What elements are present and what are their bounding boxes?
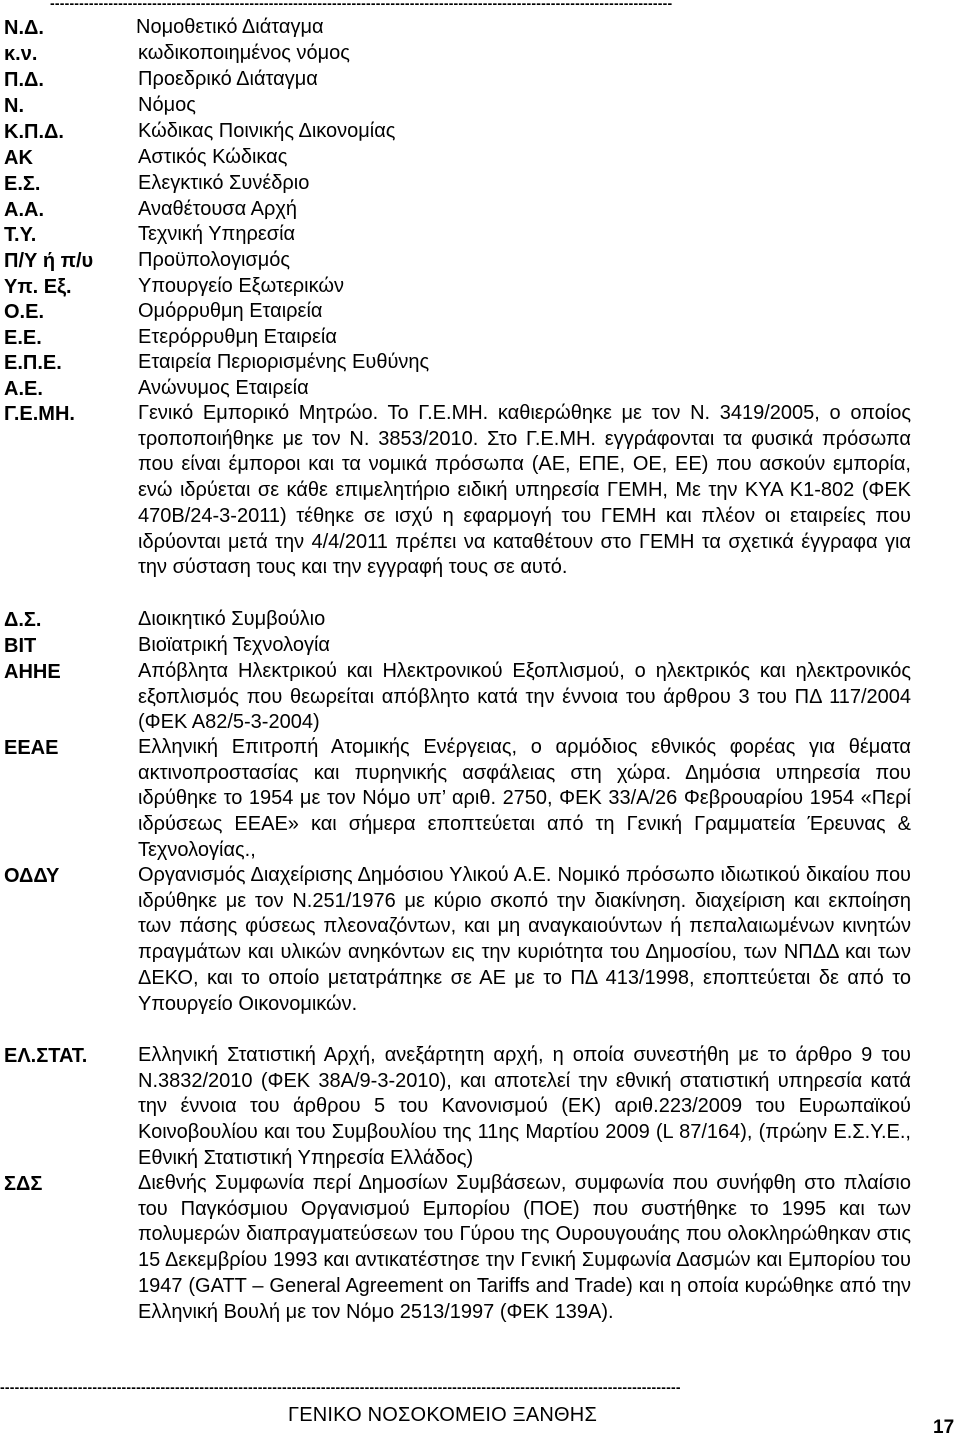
definition: Προεδρικό Διάταγμα [138, 68, 318, 90]
definition: Κώδικας Ποινικής Δικονομίας [138, 120, 396, 142]
definition: Υπουργείο Εξωτερικών [138, 275, 344, 297]
definition: Προϋπολογισμός [138, 249, 291, 271]
abbreviation: ΕΕΑΕ [4, 737, 59, 759]
abbreviation: Π.Δ. [4, 69, 44, 91]
abbreviation: Π/Υ ή π/υ [4, 250, 94, 272]
definition: Ελεγκτικό Συνέδριο [138, 172, 310, 194]
definition: Αναθέτουσα Αρχή [138, 198, 297, 220]
abbreviation: ΑΚ [4, 147, 33, 169]
abbreviation: Ν. [4, 95, 24, 117]
footer-hospital-name: ΓΕΝΙΚΟ ΝΟΣΟΚΟΜΕΙΟ ΞΑΝΘΗΣ [288, 1404, 598, 1426]
abbreviation: ΒΙΤ [4, 635, 37, 657]
abbreviation: Κ.Π.Δ. [4, 121, 64, 143]
abbreviation: Ε.Σ. [4, 173, 41, 195]
abbreviation: Υπ. Εξ. [4, 276, 72, 298]
abbreviation: Ο.Ε. [4, 301, 45, 323]
definition: Ανώνυμος Εταιρεία [138, 377, 309, 399]
abbreviation: ΑΗΗΕ [4, 661, 61, 683]
abbreviation: Α.Α. [4, 199, 44, 221]
abbreviation: Α.Ε. [4, 378, 43, 400]
footer-rule: -------------------------------------------------------------------------------------------------------------------------------------------- [0, 1380, 681, 1394]
abbreviation: Ν.Δ. [4, 17, 44, 39]
definition: Νομοθετικό Διάταγμα [136, 16, 324, 38]
abbreviation: Δ.Σ. [4, 609, 42, 631]
definition: Εταιρεία Περιορισμένης Ευθύνης [138, 351, 430, 373]
definition: Βιοϊατρική Τεχνολογία [138, 634, 330, 656]
definition: Ελληνική Επιτροπή Ατομικής Ενέργειας, ο αρμόδιος εθνικός φορέας για θέματα ακτινοπροστασίας και πυρηνικής ασφάλειας στη χώρα. Δημόσια υπηρεσία που ιδρύθηκε το 1954 με τον Νόμο υπ’ αριθ. 2750, ΦΕΚ 33/Α/26 Φεβρουαρίου 1954 «Περί ιδρύσεως ΕΕΑΕ» και σήμερα εποπτεύεται από τη Γενική Γραμματεία Έρευνας & Τεχνολογίας., [138, 736, 911, 861]
abbreviation: Ε.Π.Ε. [4, 352, 62, 374]
abbreviation: Τ.Υ. [4, 224, 37, 246]
definition: Τεχνική Υπηρεσία [138, 223, 296, 245]
definition: Οργανισμός Διαχείρισης Δημόσιου Υλικού Α.Ε. Νομικό πρόσωπο ιδιωτικού δικαίου που ιδρύθηκε με τον Ν.251/1976 με κύριο σκοπό την διακίνηση. διαχείριση και εκποίηση των πάσης φύσεως πλεοναζόντων, και μη αναγκαιούντων ή πεπαλαιωμένων κινητών πραγμάτων και υλικών ανηκόντων εις την κυριότητα του Δημοσίου, των ΝΠΔΔ και των ΔΕΚΟ, και το οποίο μετατράπηκε σε ΑΕ με το ΠΔ 413/1998, εποπτεύεται δε από το Υπουργείο Οικονομικών. [138, 864, 911, 1015]
abbreviation: Γ.Ε.ΜΗ. [4, 403, 75, 425]
abbreviation: ΟΔΔΥ [4, 865, 60, 887]
definition: Ομόρρυθμη Εταιρεία [138, 300, 323, 322]
header-rule: -------------------------------------------------------------------------------------------------------------------------------- [50, 0, 673, 10]
definition: Ετερόρρυθμη Εταιρεία [138, 326, 337, 348]
definition: Γενικό Εμπορικό Μητρώο. Το Γ.Ε.ΜΗ. καθιερώθηκε με τον Ν. 3419/2005, ο οποίος τροποποιήθηκε με τον Ν. 3853/2010. Στο Γ.Ε.ΜΗ. εγγράφονται τα φυσικά πρόσωπα που είναι έμποροι και τα νομικά πρόσωπα (ΑΕ, ΕΠΕ, ΟΕ, ΕΕ) που ασκούν εμπορία, ενώ ιδρύεται σε κάθε επιμελητήριο ειδική υπηρεσία ΓΕΜΗ, Με την ΚΥΑ Κ1-802 (ΦΕΚ 470Β/24-3-2011) τέθηκε σε ισχύ η εφαρμογή του ΓΕΜΗ και πλέον οι εταιρείες που ιδρύονται μετά την 4/4/2011 πρέπει να καταθέτουν στο ΓΕΜΗ τα σχετικά έγγραφα για την σύσταση τους και την εγγραφή τους σε αυτό. [138, 402, 911, 579]
definition: κωδικοποιημένος νόμος [138, 42, 350, 64]
definition: Αστικός Κώδικας [138, 146, 288, 168]
definition: Απόβλητα Ηλεκτρικού και Ηλεκτρονικού Εξοπλισμού, ο ηλεκτρικός και ηλεκτρονικός εξοπλισμός που θεωρείται απόβλητο κατά την έννοια του άρθρου 3 του ΠΔ 117/2004 (ΦΕΚ Α82/5-3-2004) [138, 660, 911, 734]
definition: Νόμος [138, 94, 196, 116]
abbreviation: κ.ν. [4, 43, 38, 65]
page-number: 17 [933, 1417, 955, 1438]
abbreviation: ΣΔΣ [4, 1173, 43, 1195]
abbreviation: ΕΛ.ΣΤΑΤ. [4, 1045, 88, 1067]
definition: Διοικητικό Συμβούλιο [138, 608, 326, 630]
definition: Διεθνής Συμφωνία περί Δημοσίων Συμβάσεων, συμφωνία που συνήφθη στο πλαίσιο του Παγκόσμιου Οργανισμού Εμπορίου (ΠΟΕ) που συστήθηκε το 1995 και των πολυμερών διαπραγματεύσεων του Γύρου της Ουρουγουάης που ολοκληρώθηκαν στις 15 Δεκεμβρίου 1993 και αντικατέστησε την Γενική Συμφωνία Δασμών και Εμπορίου του 1947 (GATT – General Agreement on Tariffs and Trade) και η οποία κυρώθηκε από την Ελληνική Βουλή με τον Νόμο 2513/1997 (ΦΕΚ 139Α). [138, 1172, 911, 1323]
abbreviation: Ε.Ε. [4, 327, 42, 349]
definition: Ελληνική Στατιστική Αρχή, ανεξάρτητη αρχή, η οποία συνεστήθη με το άρθρο 9 του Ν.3832/2010 (ΦΕΚ 38Α/9-3-2010), και αποτελεί την εθνική στατιστική υπηρεσία κατά την έννοια του άρθρου 5 του Κανονισμού (ΕΚ) αριθ.223/2009 του Ευρωπαϊκού Κοινοβουλίου και του Συμβουλίου της 11ης Μαρτίου 2009 (L 87/164), (πρώην Ε.Σ.Υ.Ε., Εθνική Στατιστική Υπηρεσία Ελλάδος) [138, 1044, 911, 1169]
